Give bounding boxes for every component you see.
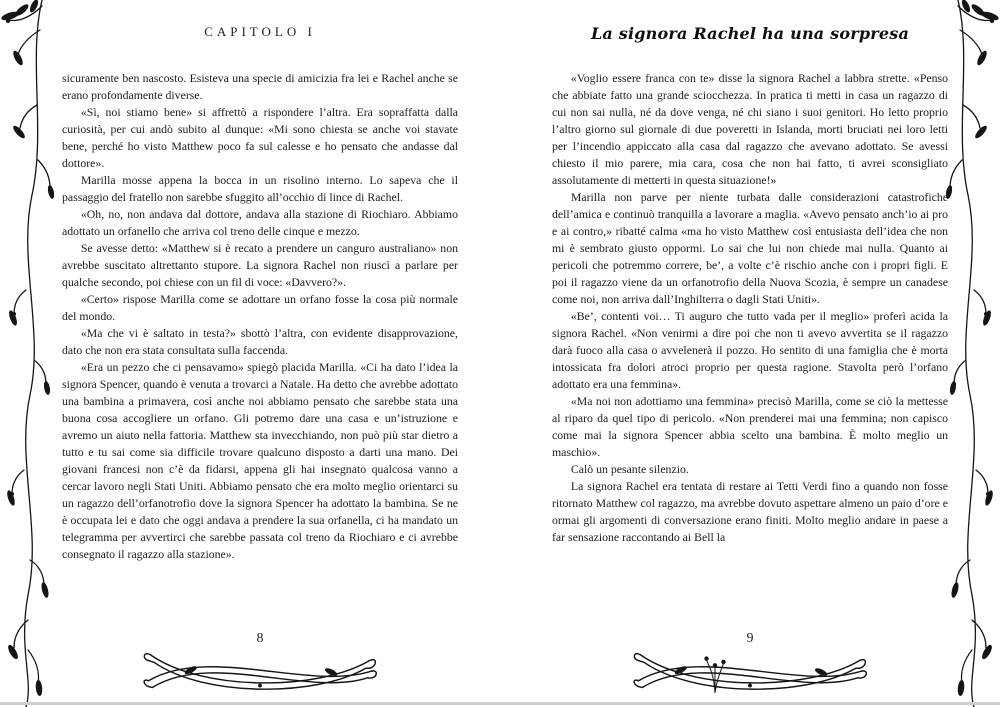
crossed-ribbon-flourish-icon bbox=[135, 647, 385, 701]
page-left bbox=[62, 0, 458, 707]
paragraph: Marilla mosse appena la bocca in un risolino interno. Lo sapeva che il passaggio del fratello non sarebbe sfuggito all’occhio di lince di Rachel. bbox=[62, 173, 458, 204]
paragraph: Calò un pesante silenzio. bbox=[570, 462, 689, 476]
page-right bbox=[552, 0, 948, 707]
paragraph: «Era un pezzo che ci pensavamo» spiegò placida Marilla. «Ci ha dato l’idea la signora Spencer, quando è venuta a trovarci a Natale. Ha detto che avrebbe adottato una bambina a primavera, così anche noi abbiamo pensato che sarebbe stata una buona cosa accogliere un orfano. Gli potremo dare una casa e un’istruzione e avremo un aiuto nella fattoria. Matthew sta invecchiando, non può più star dietro a tutto e tu sai come sia difficile trovare qualcuno disposto a darti una mano. Dei giovani francesi non c’è da fidarsi, appena gli hai insegnato qualcosa vanno a cercar lavoro negli Stati Uniti. Abbiamo pensato che era molto meglio orientarci su un ragazzo dell’orfanotrofio dove la signora Spencer ha adottato la bambina. Se ne è occupata lei e dato che oggi andava a prendere la sua orfanella, ci ha mandato un telegramma per avvertirci che sarebbe passata col treno da Riochiaro e ci avrebbe consegnato il ragazzo alla stazione». bbox=[62, 360, 458, 561]
page-text-left bbox=[62, 70, 458, 632]
paragraph: Marilla non parve per niente turbata dalle considerazioni catastrofiche dell’amica e continuò tranquilla a lavorare a maglia. «Avevo pensato anch’io ai pro e ai contro,» ribatté calma «ma ho visto Matthew così entusiasta dell’idea che non mi è sembrato giusto oppormi. Lo sai che lui non chiede mai nulla. Quanto ai pericoli che potremmo correre, be’, a volte c’è rischio anche con i propri figli. E poi il ragazzo viene da un orfanotrofio della Nuova Scozia, è sempre un canadese come noi, non arriva dall’Inghilterra o dagli Stati Uniti». bbox=[552, 190, 948, 306]
paragraph: «Voglio essere franca con te» disse la signora Rachel a labbra strette. «Penso che abbiate fatto una grande sciocchezza. In pratica ti metti in casa un ragazzo di cui non sai nulla, né da dove venga, né chi siano i suoi genitori. Ho letto proprio l’altro giorno sul giornale di due poveretti in Islanda, morti bruciati nei loro letti per l’incendio appiccato alla casa dal ragazzo che avevano adottato. Se avessi chiesto il mio parere, mia cara, cosa che non hai fatto, ti avrei sconsigliato assolutamente di metterti in questa situazione!» bbox=[552, 71, 948, 187]
paragraph: «Oh, no, non andava dal dottore, andava alla stazione di Riochiaro. Abbiamo adottato un orfanello che arriva col treno delle cinque e mezzo. bbox=[62, 207, 458, 238]
page-number-left: 8 bbox=[256, 631, 264, 646]
paragraph: Se avesse detto: «Matthew si è recato a prendere un canguro australiano» non avrebbe suscitato altrettanto stupore. La signora Rachel non riuscì a parlare per qualche secondo, poi chiese con un fil di voce: «Davvero?». bbox=[62, 241, 458, 289]
paragraph: «Be’, contenti voi… Ti auguro che tutto vada per il meglio» proferì acida la signora Rachel. «Non venirmi a dire poi che non ti avevo avvertita se il ragazzo darà fuoco alla casa o avvelenerà il pozzo. Ho sentito di una famiglia che è morta intossicata fra dolori atroci proprio per questa ragione. Stavolta però l’orfano adottato era una femmina». bbox=[552, 309, 948, 391]
leafy-vine-border-left-icon bbox=[0, 0, 58, 707]
paragraph: La signora Rachel era tentata di restare ai Tetti Verdi fino a quando non fosse ritornato Matthew col ragazzo, ma avrebbe dovuto aspettare almeno un paio d’ore e ormai gli argomenti di conversazione erano finiti. Molto meglio andare in paese a far sensazione raccontando ai Bell la bbox=[552, 479, 948, 544]
page-footer-right bbox=[552, 631, 948, 703]
paragraph: «Ma noi non adottiamo una femmina» precisò Marilla, come se ciò la mettesse al riparo da quel tipo di pericolo. «Non prenderei mai una femmina; non capisco come mai la signora Spencer abbia scelto una bambina. È molto meglio un maschio». bbox=[552, 394, 948, 459]
page-text-right bbox=[552, 70, 948, 632]
paragraph: «Ma che vi è saltato in testa?» sbottò l’altra, con evidente disapprovazione, dato che non era stata consultata sulla faccenda. bbox=[62, 326, 458, 357]
paragraph: «Sì, noi stiamo bene» si affrettò a rispondere l’altra. Era sopraffatta dalla curiosità, per cui andò subito al dunque: «Mi sono chiesta se anche voi stavate bene, perché ho visto Matthew poco fa sul calesse e ho pensato che andasse dal dottore». bbox=[62, 105, 458, 170]
crossed-ribbon-flourish-icon bbox=[625, 647, 875, 701]
paragraph: sicuramente ben nascosto. Esisteva una specie di amicizia fra lei e Rachel anche se erano profondamente diverse. bbox=[62, 71, 458, 102]
page-footer-left bbox=[62, 631, 458, 703]
page-edge-line bbox=[0, 702, 1000, 705]
flower-sprig-icon bbox=[698, 653, 732, 693]
page-number-right: 9 bbox=[746, 631, 754, 646]
chapter-title-running-head: La signora Rachel ha una sorpresa bbox=[590, 24, 910, 43]
leafy-vine-border-right-icon bbox=[942, 0, 1000, 707]
paragraph: «Certo» rispose Marilla come se adottare un orfano fosse la cosa più normale del mondo. bbox=[62, 292, 458, 323]
chapter-running-head: CAPITOLO I bbox=[204, 24, 316, 39]
